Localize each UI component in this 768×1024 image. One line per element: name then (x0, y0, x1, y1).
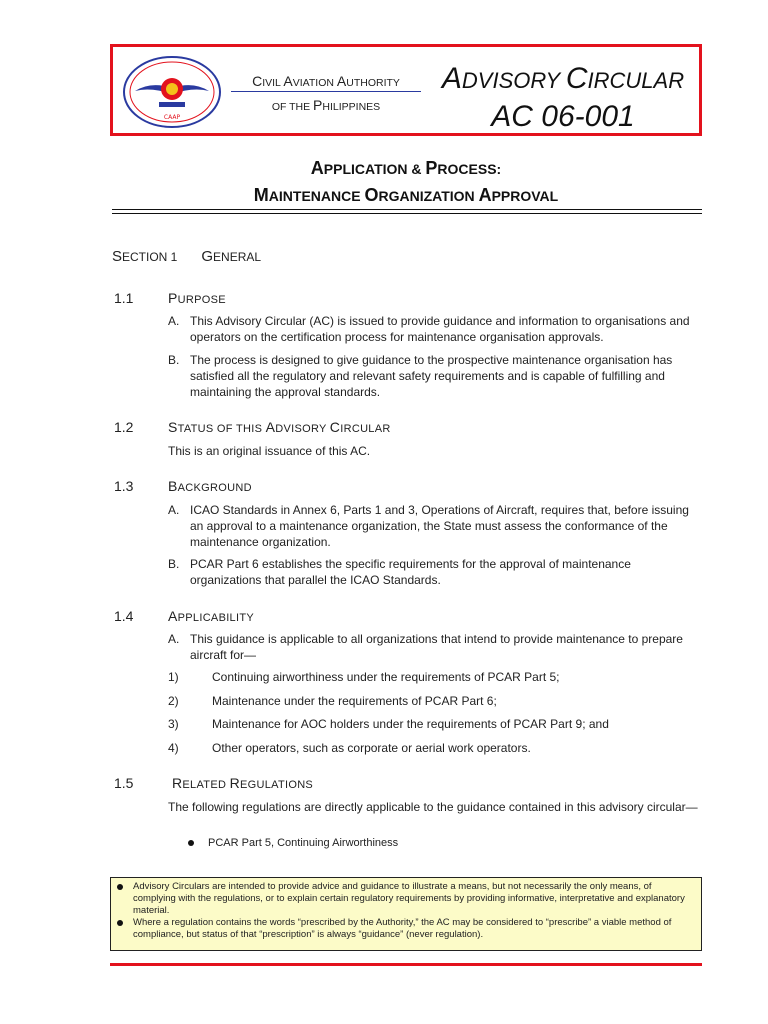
note-item: Advisory Circulars are intended to provide advice and guidance to illustrate a means, but not necessarily the only means, of complying with the regulations, or to explain certain regulatory requirements by providing informative, interpretative and explanatory material. (117, 881, 695, 917)
document-title (110, 155, 702, 209)
bullet-item: PCAR Part 5, Continuing Airworthiness (188, 837, 398, 849)
regulations-intro: The following regulations are directly applicable to the guidance contained in this advisory circular— (168, 800, 698, 814)
para-number: 1.1 (114, 290, 134, 306)
bullet-icon (117, 884, 123, 890)
org-name (231, 73, 421, 113)
caap-seal-icon (121, 55, 223, 129)
ac-title-line1: ADVISORY CIRCULAR (441, 62, 685, 95)
para-number: 1.4 (114, 608, 134, 624)
para-title-purpose: PURPOSE (168, 290, 226, 306)
para-title-applicability: APPLICABILITY (168, 608, 254, 624)
para-number: 1.3 (114, 478, 134, 494)
para-title-related-regulations: RELATED REGULATIONS (172, 775, 314, 791)
document-title-line2: MAINTENANCE ORGANIZATION APPROVAL (253, 185, 559, 205)
title-rule-top (112, 209, 702, 210)
org-name-line1: CIVIL AVIATION AUTHORITY (231, 73, 421, 92)
note-box (110, 877, 702, 951)
advisory-circular-title (431, 61, 695, 135)
footer-rule (110, 963, 702, 966)
header-box (110, 44, 702, 136)
bullet-icon (188, 840, 194, 846)
list-item: A. This Advisory Circular (AC) is issued to provide guidance and information to organisations and operators on the certification process for maintenance organisation approvals. (168, 314, 690, 344)
numbered-item: 4) Other operators, such as corporate or aerial work operators. (168, 741, 531, 755)
para-title-status: STATUS OF THIS ADVISORY CIRCULAR (168, 419, 391, 435)
numbered-item: 1) Continuing airworthiness under the requirements of PCAR Part 5; (168, 670, 560, 684)
para-title-background: BACKGROUND (168, 478, 252, 494)
ac-number: AC 06-001 (491, 100, 635, 133)
seal-abbrev: CAAP (163, 114, 181, 121)
org-name-line2: OF THE PHILIPPINES (271, 97, 381, 113)
list-item: B. PCAR Part 6 establishes the specific requirements for the approval of maintenance organizations that parallel the ICAO Standards. (168, 557, 631, 587)
numbered-item: 3) Maintenance for AOC holders under the requirements of PCAR Part 9; and (168, 717, 609, 731)
list-item: A. ICAO Standards in Annex 6, Parts 1 and 3, Operations of Aircraft, requires that, before issuing an approval to a maintenance organization, the State must assess the conformance of the maintenance organization. (168, 503, 689, 549)
title-rule-bottom (112, 213, 702, 214)
section-heading: SECTION 1 GENERAL (112, 248, 262, 265)
para-number: 1.5 (114, 775, 134, 791)
bullet-icon (117, 920, 123, 926)
list-item: A. This guidance is applicable to all organizations that intend to provide maintenance to prepare aircraft for— (168, 632, 683, 662)
list-item: B. The process is designed to give guidance to the prospective maintenance organisation has satisfied all the regulatory and relevant safety requirements and is capable of fulfilling and maintaining the approval standards. (168, 353, 673, 399)
note-item: Where a regulation contains the words “prescribed by the Authority,” the AC may be considered to “prescribe” a viable method of compliance, but status of that “prescription” is always “guidance” (never regulation). (117, 917, 695, 941)
para-number: 1.2 (114, 419, 134, 435)
numbered-item: 2) Maintenance under the requirements of PCAR Part 6; (168, 694, 497, 708)
document-title-line1: APPLICATION & PROCESS: (310, 158, 502, 178)
status-text: This is an original issuance of this AC. (168, 444, 371, 458)
